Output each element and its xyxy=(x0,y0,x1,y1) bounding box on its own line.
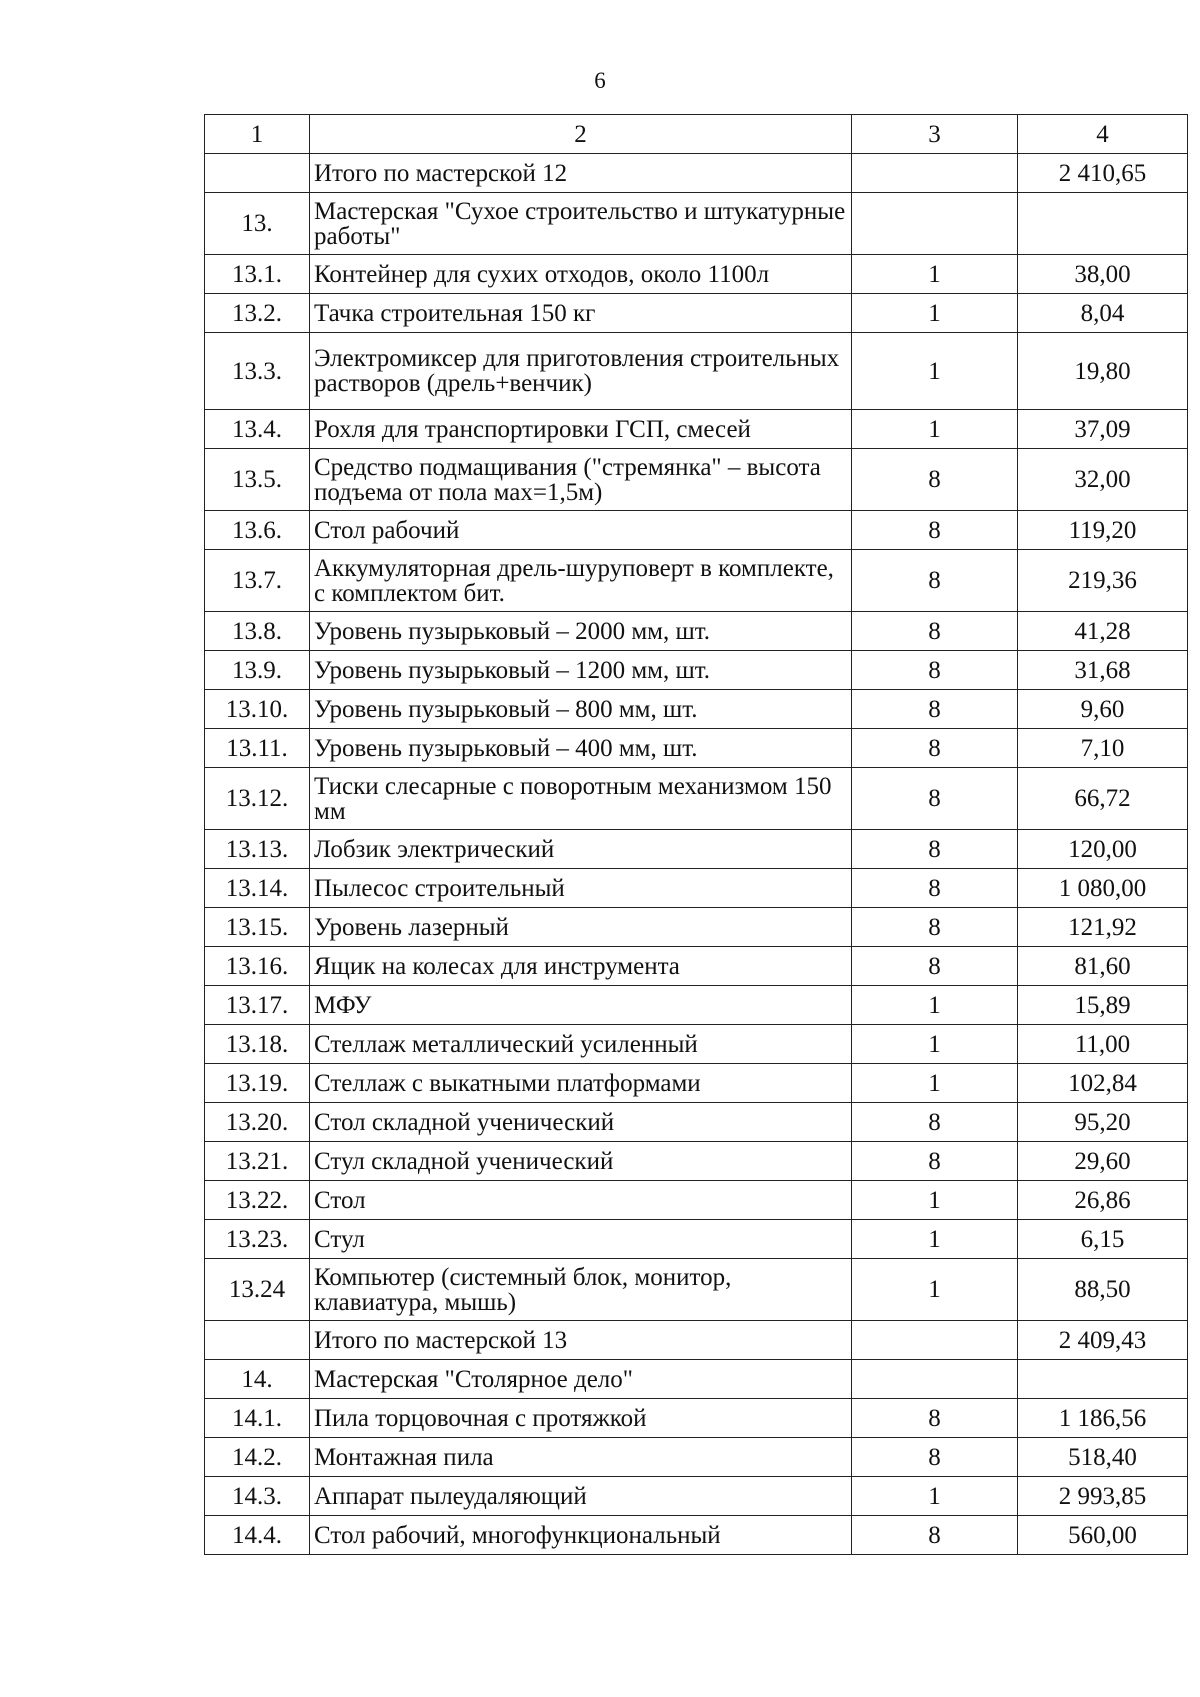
row-quantity-cell: 8 xyxy=(852,511,1018,550)
row-quantity-cell: 8 xyxy=(852,612,1018,651)
row-sum-cell: 32,00 xyxy=(1018,449,1188,511)
row-number-cell: 13.1. xyxy=(205,255,310,294)
row-name-cell: Мастерская "Столярное дело" xyxy=(310,1360,852,1399)
table-row xyxy=(205,255,1188,294)
table-row xyxy=(205,1181,1188,1220)
row-sum-cell: 120,00 xyxy=(1018,830,1188,869)
row-quantity-cell: 8 xyxy=(852,908,1018,947)
table-row xyxy=(205,1360,1188,1399)
row-quantity-cell: 8 xyxy=(852,768,1018,830)
row-name-cell: Уровень пузырьковый – 800 мм, шт. xyxy=(310,690,852,729)
row-sum-cell: 1 080,00 xyxy=(1018,869,1188,908)
row-name-cell: Средство подмащивания ("стремянка" – высота подъема от пола мах=1,5м) xyxy=(310,449,852,511)
row-number-cell: 13.4. xyxy=(205,410,310,449)
table-row xyxy=(205,830,1188,869)
row-name-cell: Компьютер (системный блок, монитор, клавиатура, мышь) xyxy=(310,1259,852,1321)
table-row xyxy=(205,690,1188,729)
row-sum-cell xyxy=(1018,1360,1188,1399)
row-name-cell: Аккумуляторная дрель-шуруповерт в комплекте, с комплектом бит. xyxy=(310,550,852,612)
row-sum-cell: 38,00 xyxy=(1018,255,1188,294)
row-quantity-cell: 8 xyxy=(852,449,1018,511)
table-row xyxy=(205,612,1188,651)
table-row xyxy=(205,550,1188,612)
row-name-cell: Лобзик электрический xyxy=(310,830,852,869)
row-sum-cell: 560,00 xyxy=(1018,1516,1188,1555)
row-quantity-cell: 1 xyxy=(852,1181,1018,1220)
row-sum-cell: 8,04 xyxy=(1018,294,1188,333)
row-sum-cell: 41,28 xyxy=(1018,612,1188,651)
table-row xyxy=(205,294,1188,333)
row-quantity-cell: 8 xyxy=(852,1103,1018,1142)
row-quantity-cell: 1 xyxy=(852,255,1018,294)
row-name-cell: Уровень пузырьковый – 400 мм, шт. xyxy=(310,729,852,768)
table-row xyxy=(205,729,1188,768)
row-quantity-cell: 8 xyxy=(852,729,1018,768)
row-number-cell: 13.10. xyxy=(205,690,310,729)
row-quantity-cell: 1 xyxy=(852,1220,1018,1259)
row-sum-cell: 2 993,85 xyxy=(1018,1477,1188,1516)
table-row xyxy=(205,333,1188,410)
row-quantity-cell: 8 xyxy=(852,1142,1018,1181)
table-row xyxy=(205,1321,1188,1360)
row-quantity-cell: 1 xyxy=(852,986,1018,1025)
equipment-table xyxy=(204,114,1188,1555)
row-quantity-cell: 1 xyxy=(852,333,1018,410)
table-row xyxy=(205,1142,1188,1181)
table-row xyxy=(205,651,1188,690)
row-name-cell: Стол складной ученический xyxy=(310,1103,852,1142)
row-quantity-cell: 8 xyxy=(852,690,1018,729)
table-row xyxy=(205,1220,1188,1259)
row-name-cell: Рохля для транспортировки ГСП, смесей xyxy=(310,410,852,449)
row-quantity-cell xyxy=(852,193,1018,255)
row-number-cell: 13.2. xyxy=(205,294,310,333)
row-number-cell: 13.14. xyxy=(205,869,310,908)
row-name-cell: Стол xyxy=(310,1181,852,1220)
row-number-cell: 13.8. xyxy=(205,612,310,651)
table-row xyxy=(205,449,1188,511)
row-number-cell: 13.7. xyxy=(205,550,310,612)
table-body xyxy=(205,115,1188,1555)
row-sum-cell: 119,20 xyxy=(1018,511,1188,550)
table-row xyxy=(205,1025,1188,1064)
row-number-cell: 13.9. xyxy=(205,651,310,690)
row-name-cell: Уровень пузырьковый – 2000 мм, шт. xyxy=(310,612,852,651)
row-sum-cell: 6,15 xyxy=(1018,1220,1188,1259)
table-row xyxy=(205,1516,1188,1555)
row-name-cell: Стеллаж металлический усиленный xyxy=(310,1025,852,1064)
row-number-cell xyxy=(205,1321,310,1360)
table-row xyxy=(205,908,1188,947)
row-number-cell: 13.21. xyxy=(205,1142,310,1181)
row-sum-cell: 19,80 xyxy=(1018,333,1188,410)
table-row xyxy=(205,193,1188,255)
row-name-cell: Пила торцовочная с протяжкой xyxy=(310,1399,852,1438)
row-sum-cell: 26,86 xyxy=(1018,1181,1188,1220)
row-name-cell: Электромиксер для приготовления строительных растворов (дрель+венчик) xyxy=(310,333,852,410)
row-quantity-cell: 8 xyxy=(852,1399,1018,1438)
row-number-cell: 14. xyxy=(205,1360,310,1399)
row-number-cell: 13.13. xyxy=(205,830,310,869)
row-quantity-cell: 1 xyxy=(852,1477,1018,1516)
table-header-row xyxy=(205,115,1188,154)
row-sum-cell: 2 409,43 xyxy=(1018,1321,1188,1360)
row-number-cell: 13.16. xyxy=(205,947,310,986)
row-number-cell: 13.23. xyxy=(205,1220,310,1259)
table-row xyxy=(205,947,1188,986)
row-sum-cell: 1 186,56 xyxy=(1018,1399,1188,1438)
row-number-cell: 13.6. xyxy=(205,511,310,550)
header-col-3: 3 xyxy=(852,115,1018,154)
row-name-cell: Стул складной ученический xyxy=(310,1142,852,1181)
row-name-cell: МФУ xyxy=(310,986,852,1025)
table-row xyxy=(205,869,1188,908)
row-name-cell: Тиски слесарные с поворотным механизмом 150 мм xyxy=(310,768,852,830)
page-number: 6 xyxy=(594,68,606,93)
row-name-cell: Монтажная пила xyxy=(310,1438,852,1477)
row-name-cell: Итого по мастерской 13 xyxy=(310,1321,852,1360)
row-sum-cell: 11,00 xyxy=(1018,1025,1188,1064)
row-quantity-cell: 8 xyxy=(852,947,1018,986)
table-row xyxy=(205,1438,1188,1477)
row-name-cell: Аппарат пылеудаляющий xyxy=(310,1477,852,1516)
row-quantity-cell: 8 xyxy=(852,1516,1018,1555)
row-sum-cell: 37,09 xyxy=(1018,410,1188,449)
row-quantity-cell xyxy=(852,154,1018,193)
row-quantity-cell: 8 xyxy=(852,1438,1018,1477)
table-row xyxy=(205,768,1188,830)
row-number-cell: 13.22. xyxy=(205,1181,310,1220)
table-row xyxy=(205,154,1188,193)
row-number-cell: 13.19. xyxy=(205,1064,310,1103)
row-quantity-cell: 1 xyxy=(852,1259,1018,1321)
row-number-cell: 14.2. xyxy=(205,1438,310,1477)
row-sum-cell: 7,10 xyxy=(1018,729,1188,768)
row-name-cell: Ящик на колесах для инструмента xyxy=(310,947,852,986)
row-number-cell: 14.3. xyxy=(205,1477,310,1516)
row-name-cell: Стол рабочий, многофункциональный xyxy=(310,1516,852,1555)
row-sum-cell: 9,60 xyxy=(1018,690,1188,729)
row-name-cell: Итого по мастерской 12 xyxy=(310,154,852,193)
row-quantity-cell: 8 xyxy=(852,830,1018,869)
table-row xyxy=(205,986,1188,1025)
row-sum-cell: 88,50 xyxy=(1018,1259,1188,1321)
row-name-cell: Пылесос строительный xyxy=(310,869,852,908)
row-sum-cell: 95,20 xyxy=(1018,1103,1188,1142)
row-sum-cell xyxy=(1018,193,1188,255)
row-number-cell: 13.11. xyxy=(205,729,310,768)
row-sum-cell: 2 410,65 xyxy=(1018,154,1188,193)
row-name-cell: Стеллаж с выкатными платформами xyxy=(310,1064,852,1103)
row-sum-cell: 15,89 xyxy=(1018,986,1188,1025)
row-number-cell: 13.20. xyxy=(205,1103,310,1142)
row-number-cell: 13.15. xyxy=(205,908,310,947)
row-sum-cell: 29,60 xyxy=(1018,1142,1188,1181)
header-col-4: 4 xyxy=(1018,115,1188,154)
row-number-cell: 13.17. xyxy=(205,986,310,1025)
table-row xyxy=(205,1477,1188,1516)
row-number-cell: 14.1. xyxy=(205,1399,310,1438)
row-name-cell: Стул xyxy=(310,1220,852,1259)
row-sum-cell: 121,92 xyxy=(1018,908,1188,947)
row-sum-cell: 219,36 xyxy=(1018,550,1188,612)
row-name-cell: Контейнер для сухих отходов, около 1100л xyxy=(310,255,852,294)
row-quantity-cell: 8 xyxy=(852,869,1018,908)
table-row xyxy=(205,1259,1188,1321)
row-number-cell: 13.18. xyxy=(205,1025,310,1064)
row-quantity-cell xyxy=(852,1360,1018,1399)
row-number-cell: 14.4. xyxy=(205,1516,310,1555)
table-row xyxy=(205,1103,1188,1142)
row-name-cell: Уровень лазерный xyxy=(310,908,852,947)
row-number-cell: 13.5. xyxy=(205,449,310,511)
row-sum-cell: 81,60 xyxy=(1018,947,1188,986)
row-quantity-cell: 1 xyxy=(852,410,1018,449)
row-sum-cell: 518,40 xyxy=(1018,1438,1188,1477)
row-number-cell: 13.12. xyxy=(205,768,310,830)
row-name-cell: Тачка строительная 150 кг xyxy=(310,294,852,333)
row-name-cell: Уровень пузырьковый – 1200 мм, шт. xyxy=(310,651,852,690)
row-sum-cell: 102,84 xyxy=(1018,1064,1188,1103)
row-name-cell: Мастерская "Сухое строительство и штукатурные работы" xyxy=(310,193,852,255)
row-sum-cell: 31,68 xyxy=(1018,651,1188,690)
row-sum-cell: 66,72 xyxy=(1018,768,1188,830)
table-row xyxy=(205,511,1188,550)
row-quantity-cell: 8 xyxy=(852,651,1018,690)
row-number-cell: 13. xyxy=(205,193,310,255)
row-quantity-cell: 1 xyxy=(852,294,1018,333)
row-number-cell xyxy=(205,154,310,193)
table-row xyxy=(205,410,1188,449)
row-name-cell: Стол рабочий xyxy=(310,511,852,550)
row-number-cell: 13.24 xyxy=(205,1259,310,1321)
row-number-cell: 13.3. xyxy=(205,333,310,410)
row-quantity-cell: 1 xyxy=(852,1064,1018,1103)
row-quantity-cell xyxy=(852,1321,1018,1360)
header-col-2: 2 xyxy=(310,115,852,154)
table-row xyxy=(205,1064,1188,1103)
table-row xyxy=(205,1399,1188,1438)
row-quantity-cell: 1 xyxy=(852,1025,1018,1064)
row-quantity-cell: 8 xyxy=(852,550,1018,612)
header-col-1: 1 xyxy=(205,115,310,154)
